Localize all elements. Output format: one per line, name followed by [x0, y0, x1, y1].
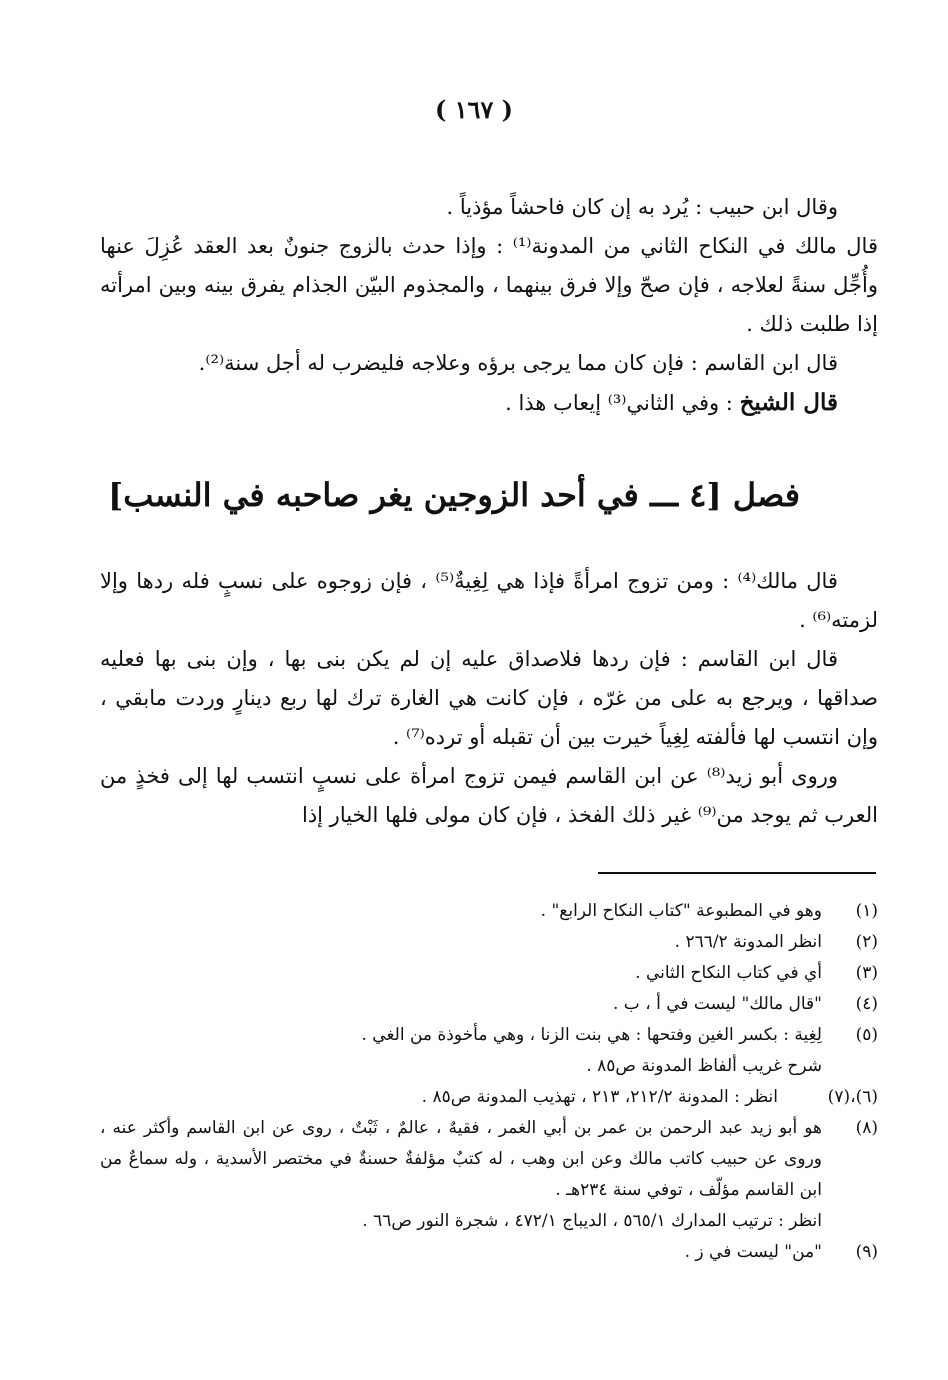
footnote	[100, 1113, 878, 1206]
footnote	[100, 1020, 878, 1051]
paragraph-rest: : وفي الثاني⁽³⁾ إيعاب هذا .	[505, 391, 740, 415]
paragraph: قال ابن القاسم : فإن ردها فلاصداق عليه إن لم يكن بنى بها ، وإن بنى بها فعليه صداقها ، ويرجع به على من غرّه ، فإن كانت هي الغارة ترك لها ربع دينارٍ وردت مابقي ، وإن انتسب لها فألفته لِغِياً خيرت بين أن تقبله أو ترده⁽⁷⁾ .	[100, 647, 878, 749]
footnote-number: (٨)	[855, 1118, 878, 1138]
body-section-2	[100, 562, 878, 835]
paragraph-sheikh	[100, 383, 878, 423]
footnote	[100, 958, 878, 989]
footnote-text: انظر : المدونة ٢١٢/٢، ٢١٣ ، تهذيب المدونة ص٨٥ .	[421, 1087, 778, 1107]
footnote-text: هو أبو زيد عبد الرحمن بن عمر بن أبي الغمر ، فقيهٌ ، عالمٌ ، ثَبْتٌ ، روى عن ابن القاسم وأكثر عنه ، وروى عن حبيب كاتب مالك وعن ابن وهب ، له كتبٌ مؤلفةٌ حسنةٌ في مختصر الأسدية ، وله سماعٌ من ابن القاسم مؤلّف ، توفي سنة ٢٣٤هـ .	[100, 1118, 822, 1200]
footnote	[100, 1237, 878, 1268]
body-section-1	[100, 188, 878, 423]
bold-lead: قال الشيخ	[739, 389, 838, 416]
footnote-number: (٤)	[855, 994, 878, 1014]
footnotes	[100, 896, 878, 1268]
footnote-separator	[598, 872, 876, 874]
section-heading: فصل [٤ ـــ في أحد الزوجين يغر صاحبه في النسب]	[108, 476, 800, 514]
footnote	[100, 896, 878, 927]
paragraph: وقال ابن حبيب : يُرد به إن كان فاحشاً مؤذياً .	[446, 195, 838, 219]
footnote-text: "قال مالك" ليست في أ ، ب .	[613, 994, 822, 1014]
footnote-text: انظر المدونة ٢٦٦/٢ .	[674, 932, 822, 952]
footnote-number: (١)	[855, 901, 878, 921]
footnote	[100, 927, 878, 958]
paragraph: قال مالك في النكاح الثاني من المدونة⁽¹⁾ : وإذا حدث بالزوج جنونٌ بعد العقد عُزِلَ عنها وأُجِّل سنةً لعلاجه ، فإن صحّ وإلا فرق بينهما ، والمجذوم البيّن الجذام يفرق بينه وبين امرأته إذا طلبت ذلك .	[100, 234, 878, 336]
footnote-text: وهو في المطبوعة "كتاب النكاح الرابع" .	[540, 901, 822, 921]
footnote-number: (٥)	[855, 1025, 878, 1045]
paragraph: قال مالك⁽⁴⁾ : ومن تزوج امرأةً فإذا هي لِغِيةٌ⁽⁵⁾ ، فإن زوجوه على نسبٍ فله ردها وإلا لزمته⁽⁶⁾ .	[100, 569, 878, 632]
footnote-number: (٣)	[855, 963, 878, 983]
footnote-number: (٩)	[855, 1242, 878, 1262]
paragraph: وروى أبو زيد⁽⁸⁾ عن ابن القاسم فيمن تزوج امرأة على نسبٍ انتسب لها إلى فخذٍ من العرب ثم يوجد من⁽⁹⁾ غير ذلك الفخذ ، فإن كان مولى فلها الخيار إذا	[100, 764, 878, 827]
paragraph: قال ابن القاسم : فإن كان مما يرجى برؤه وعلاجه فليضرب له أجل سنة⁽²⁾.	[198, 351, 838, 375]
footnote-text: أي في كتاب النكاح الثاني .	[635, 963, 822, 983]
footnote-continuation: شرح غريب ألفاظ المدونة ص٨٥ .	[586, 1056, 822, 1076]
footnote	[100, 1082, 878, 1113]
footnote-text: "من" ليست في ز .	[684, 1242, 822, 1262]
page-number: ( ١٦٧ )	[434, 95, 514, 124]
footnote-text: لِغِية : بكسر الغين وفتحها : هي بنت الزنا ، وهي مأخوذة من الغي .	[361, 1025, 822, 1045]
footnote-number: (٢)	[855, 932, 878, 952]
footnote	[100, 989, 878, 1020]
footnote-number: (٦)،(٧)	[827, 1087, 878, 1107]
footnote-continuation: انظر : ترتيب المدارك ٥٦٥/١ ، الديباج ٤٧٢/١ ، شجرة النور ص٦٦ .	[362, 1211, 822, 1231]
